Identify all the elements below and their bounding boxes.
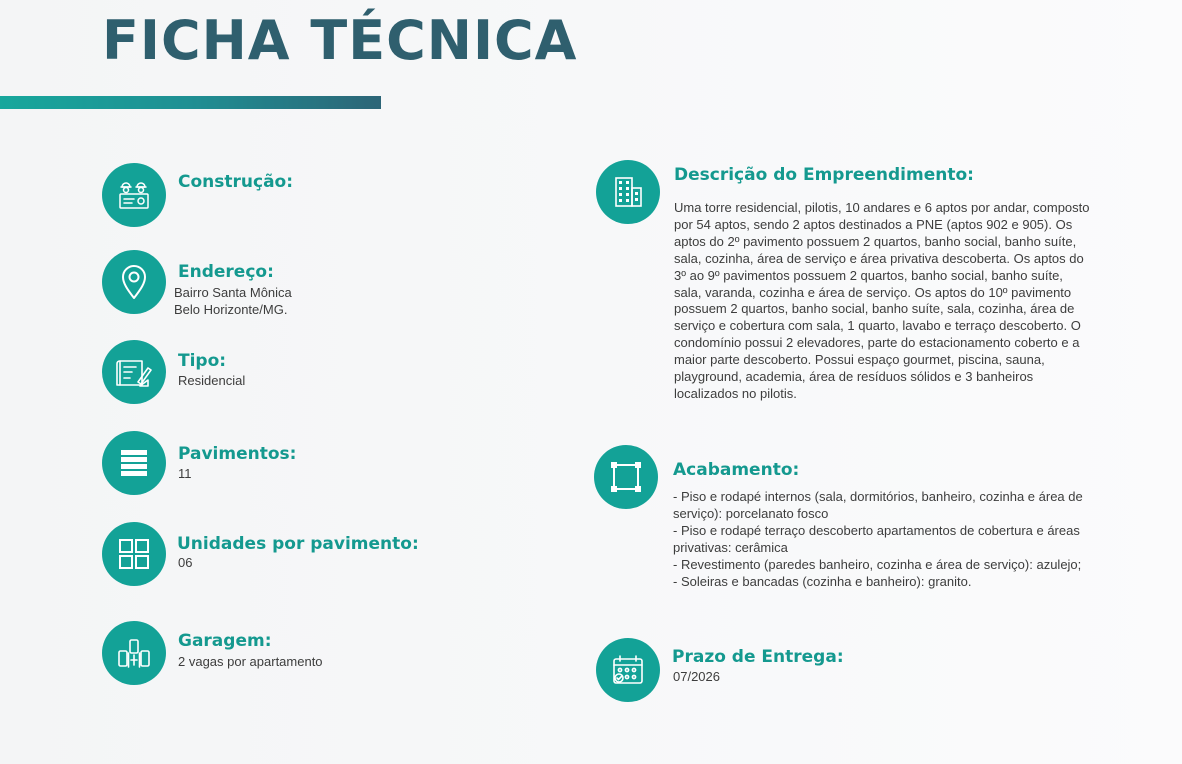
garagem-label: Garagem: <box>178 631 272 651</box>
blueprint-icon <box>102 340 166 404</box>
units-grid-icon <box>102 522 166 586</box>
prazo-value: 07/2026 <box>673 669 720 684</box>
list-item: - Piso e rodapé terraço descoberto apartamentos de cobertura e áreas privativas: cerâmica <box>673 523 1080 555</box>
list-item: - Piso e rodapé internos (sala, dormitórios, banheiro, cozinha e área de serviço): porcelanato fosco <box>673 489 1083 521</box>
endereco-value: Bairro Santa Mônica Belo Horizonte/MG. <box>174 285 292 317</box>
garagem-value: 2 vagas por apartamento <box>178 654 323 669</box>
title-underline-bar <box>0 96 381 109</box>
unidades-value: 06 <box>178 555 193 570</box>
list-item: - Soleiras e bancadas (cozinha e banheiro): granito. <box>673 574 972 589</box>
acabamento-label: Acabamento: <box>673 460 800 480</box>
unidades-label: Unidades por pavimento: <box>177 534 419 554</box>
calendar-icon <box>596 638 660 702</box>
list-item: - Revestimento (paredes banheiro, cozinha e área de serviço): azulejo; <box>673 557 1082 572</box>
tipo-label: Tipo: <box>178 351 227 371</box>
page-title: FICHA TÉCNICA <box>102 9 578 72</box>
pavimentos-value: 11 <box>178 466 192 481</box>
descricao-label: Descrição do Empreendimento: <box>674 165 974 185</box>
building-icon <box>596 160 660 224</box>
construcao-label: Construção: <box>178 172 294 192</box>
descricao-text: Uma torre residencial, pilotis, 10 andares e 6 aptos por andar, composto por 54 aptos, sendo 2 aptos destinados a PNE (aptos 902 e 905). Os aptos do 2º pavimento possuem 2 quartos, banho social, banho suíte, sala, cozinha, área de serviço e área privativa descoberta. Os aptos do 3º ao 9º pavimentos possuem 2 quartos, banho social, banho suíte, sala, varanda, cozinha e área de serviço. Os aptos do 10º pavimento possuem 2 quartos, banho social, banho suíte, sala, cozinha, área de serviço e cobertura com sala, 1 quarto, lavabo e terraço descoberto. O condomínio possui 2 elevadores, parte do estacionamento coberto e a maior parte descoberto. Possui espaço gourmet, piscina, sauna, playground, academia, área de resíduos sólidos e 3 banheiros localizados no pilotis. <box>674 200 1090 401</box>
square-frame-icon <box>594 445 658 509</box>
tipo-value: Residencial <box>178 373 246 388</box>
construction-workers-icon <box>102 163 166 227</box>
location-pin-icon <box>102 250 166 314</box>
endereco-label: Endereço: <box>178 262 274 282</box>
pavimentos-label: Pavimentos: <box>178 444 297 464</box>
acabamento-list <box>673 488 1098 590</box>
stacked-floors-icon <box>102 431 166 495</box>
parking-garage-icon <box>102 621 166 685</box>
prazo-label: Prazo de Entrega: <box>672 647 844 667</box>
